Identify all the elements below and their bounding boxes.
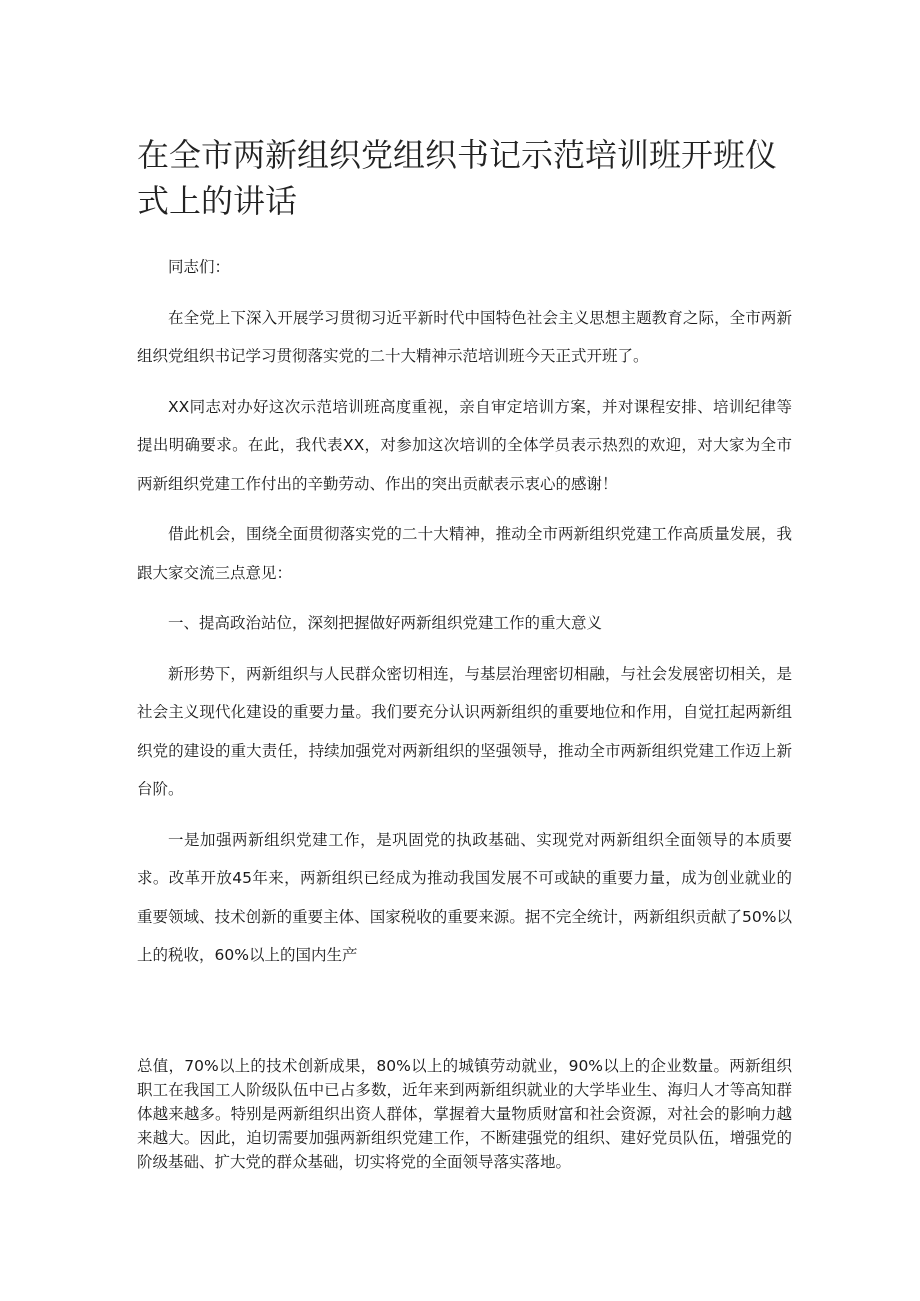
paragraph-point-1: 一是加强两新组织党建工作，是巩固党的执政基础、实现党对两新组织全面领导的本质要求。改革开放45年来，两新组织已经成为推动我国发展不可或缺的重要力量，成为创业就业的重要领域、技术创新的重要主体、国家税收的重要来源。据不完全统计，两新组织贡献了50%以上的税收，60%以上的国内生产 [137,830,792,964]
paragraph-thanks: XX同志对办好这次示范培训班高度重视，亲自审定培训方案，并对课程安排、培训纪律等提出明确要求。在此，我代表XX，对参加这次培训的全体学员表示热烈的欢迎，对大家为全市两新组织党建工作付出的辛勤劳动、作出的突出贡献表示衷心的感谢！ [137,397,792,493]
paragraph-intro: 在全党上下深入开展学习贯彻习近平新时代中国特色社会主义思想主题教育之际，全市两新组织党组织书记学习贯彻落实党的二十大精神示范培训班今天正式开班了。 [137,308,792,365]
greeting: 同志们： [168,258,231,276]
paragraph-significance: 新形势下，两新组织与人民群众密切相连，与基层治理密切相融，与社会发展密切相关，是社会主义现代化建设的重要力量。我们要充分认识两新组织的重要地位和作用，自觉扛起两新组织党的建设的重大责任，持续加强党对两新组织的坚强领导，推动全市两新组织党建工作迈上新台阶。 [137,664,792,798]
paragraph-continuation: 总值，70%以上的技术创新成果，80%以上的城镇劳动就业，90%以上的企业数量。两新组织职工在我国工人阶级队伍中已占多数，近年来到两新组织就业的大学毕业生、海归人才等高知群体越来越多。特别是两新组织出资人群体，掌握着大量物质财富和社会资源，对社会的影响力越来越大。因此，迫切需要加强两新组织党建工作，不断建强党的组织、建好党员队伍，增强党的阶级基础、扩大党的群众基础，切实将党的全面领导落实落地。 [137,1057,792,1171]
document-body [137,248,792,987]
paragraph-agenda: 借此机会，围绕全面贯彻落实党的二十大精神，推动全市两新组织党建工作高质量发展，我跟大家交流三点意见： [137,525,792,582]
document-title: 在全市两新组织党组织书记示范培训班开班仪式上的讲话 [137,136,778,220]
section-heading-1: 一、提高政治站位，深刻把握做好两新组织党建工作的重大意义 [168,614,603,632]
